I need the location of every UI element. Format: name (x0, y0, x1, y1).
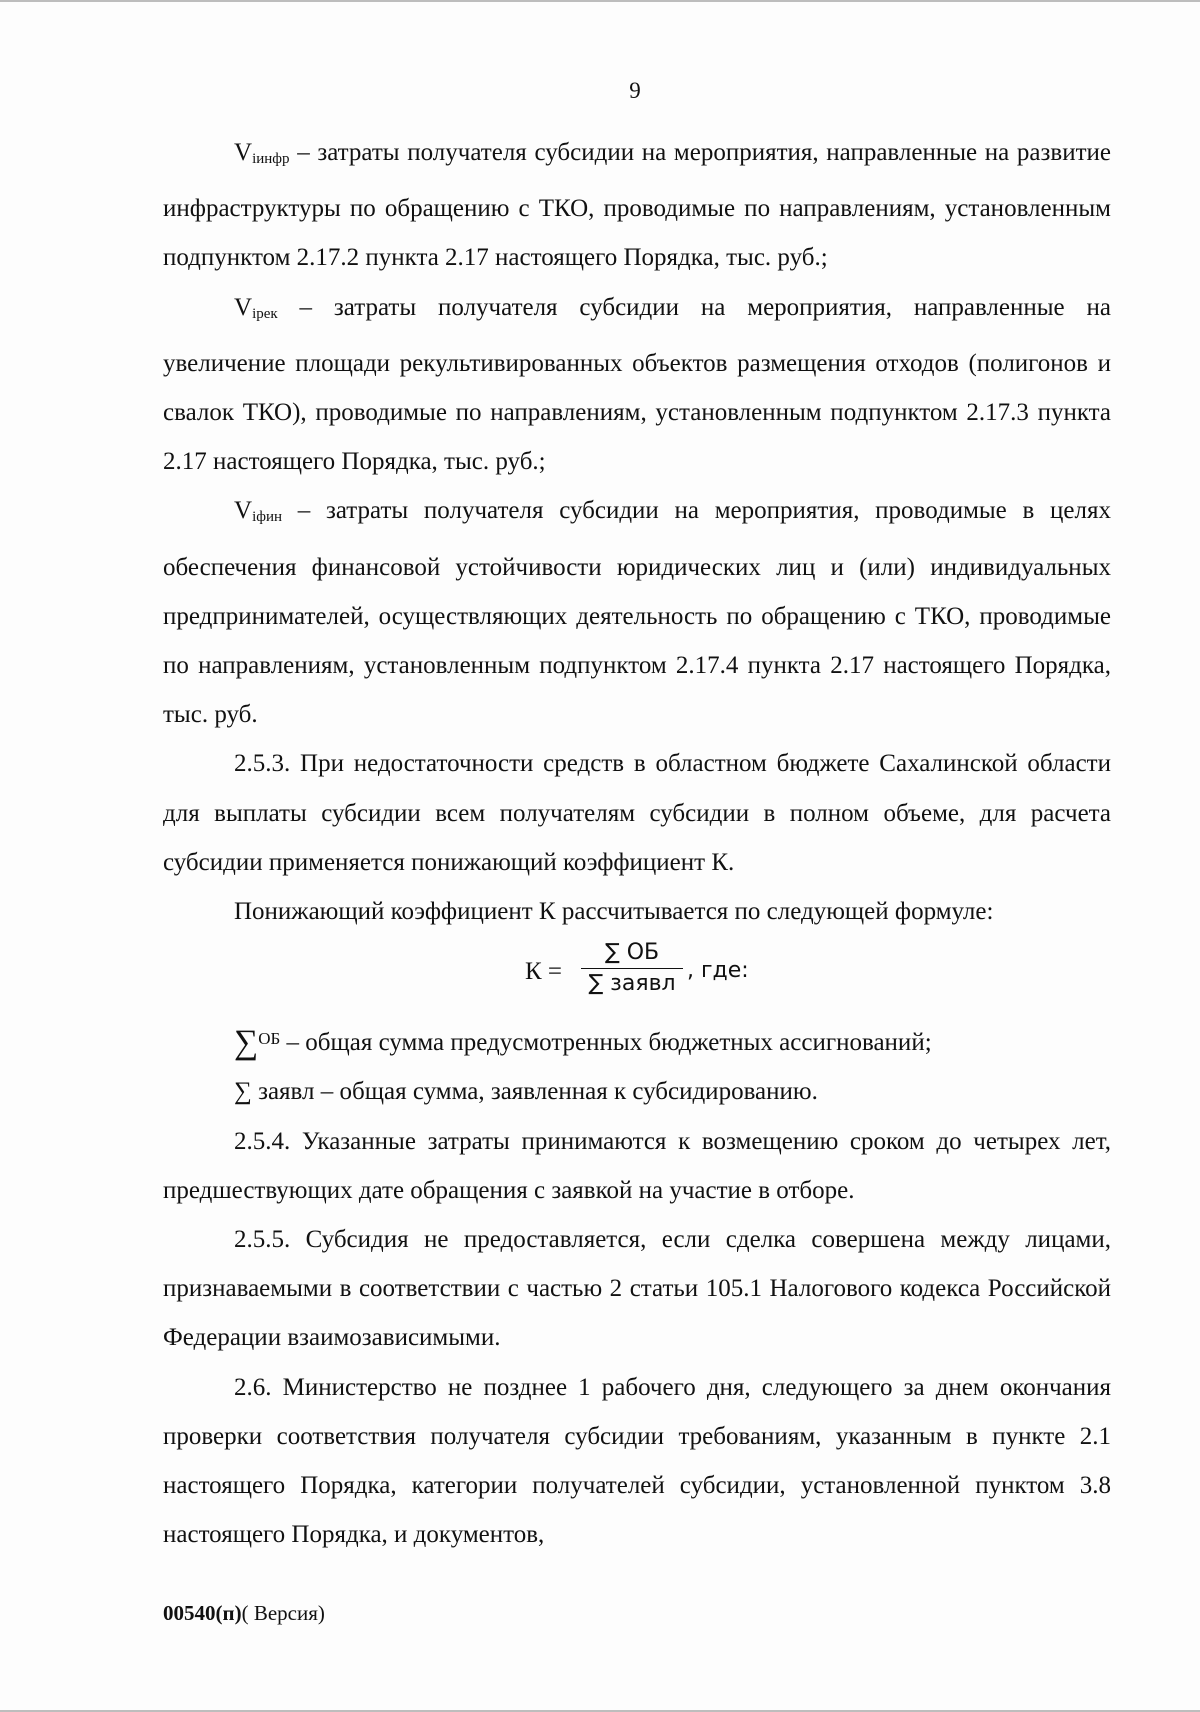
definition-zayavl (163, 1067, 1111, 1116)
formula-fraction (581, 938, 683, 999)
definition-ob (163, 1014, 1111, 1067)
sum-symbol: ∑ (234, 1024, 259, 1062)
paragraph-2-5-4: 2.5.4. Указанные затраты принимаются к возмещению сроком до четырех лет, предшествующих дате обращения с заявкой на участие в отборе. (163, 1127, 1111, 1204)
paragraph-text: – затраты получателя субсидии на мероприятия, направленные на увеличение площади рекультивированных объектов размещения отходов (полигонов и свалок ТКО), проводимые по направлениям, установленным подпунктом 2.17.3 пункта 2.17 настоящего Порядка, тыс. руб.; (163, 293, 1111, 476)
formula-numerator: ∑ ОБ (581, 938, 683, 969)
definition-text: – общая сумма предусмотренных бюджетных ассигнований; (280, 1029, 932, 1057)
page-top-edge (0, 0, 1200, 2)
variable-subscript: iрек (252, 305, 278, 322)
document-footer (163, 1601, 325, 1626)
variable-subscript: iфин (252, 509, 283, 526)
document-body (163, 128, 1111, 1559)
variable-v: V (234, 139, 253, 166)
variable-v: V (234, 497, 253, 525)
page-number: 9 (629, 78, 641, 103)
variable-subscript: iинфр (252, 151, 290, 167)
document-code: 00540(п) (163, 1601, 242, 1625)
variable-v: V (234, 293, 253, 321)
paragraph-text: – затраты получателя субсидии на мероприятия, направленные на развитие инфраструктуры по обращению с ТКО, проводимые по направлениям, установленным подпунктом 2.17.2 пункта 2.17 настоящего Порядка, тыс. руб.; (163, 139, 1111, 272)
paragraph-2-5-5: 2.5.5. Субсидия не предоставляется, если сделка совершена между лицами, признаваемыми в соответствии с частью 2 статьи 105.1 Налогового кодекса Российской Федерации взаимозависимыми. (163, 1226, 1111, 1352)
document-version: ( Версия) (241, 1601, 325, 1625)
paragraph-2-5-3: 2.5.3. При недостаточности средств в областном бюджете Сахалинской области для выплаты субсидии всем получателям субсидии в полном объеме, для расчета субсидии применяется понижающий коэффициент К. (163, 750, 1111, 876)
coefficient-formula (163, 936, 1111, 1014)
paragraph-v-fin (163, 486, 1111, 739)
formula-tail: , где: (687, 958, 749, 984)
sum-symbol: ∑ (234, 1078, 252, 1106)
paragraph-text: – затраты получателя субсидии на мероприятия, проводимые в целях обеспечения финансовой устойчивости юридических лиц и (или) индивидуальных предпринимателей, осуществляющих деятельность по обращению с ТКО, проводимые по направлениям, установленным подпунктом 2.17.4 пункта 2.17 настоящего Порядка, тыс. руб. (163, 497, 1111, 729)
paragraph-formula-intro: Понижающий коэффициент К рассчитывается по следующей формуле: (234, 898, 994, 926)
definition-text: заявл – общая сумма, заявленная к субсидированию. (251, 1078, 818, 1106)
formula-lhs: К = (525, 958, 563, 986)
formula-denominator: ∑ заявл (588, 971, 676, 997)
paragraph-v-rek (163, 283, 1111, 487)
paragraph-2-6: 2.6. Министерство не позднее 1 рабочего дня, следующего за днем окончания проверки соответствия получателя субсидии требованиям, указанным в пункте 2.1 настоящего Порядка, категории получателей субсидии, установленной пунктом 3.8 настоящего Порядка, и документов, (163, 1373, 1111, 1549)
paragraph-v-infr (163, 128, 1111, 283)
definition-abbr: ОБ (258, 1029, 281, 1049)
